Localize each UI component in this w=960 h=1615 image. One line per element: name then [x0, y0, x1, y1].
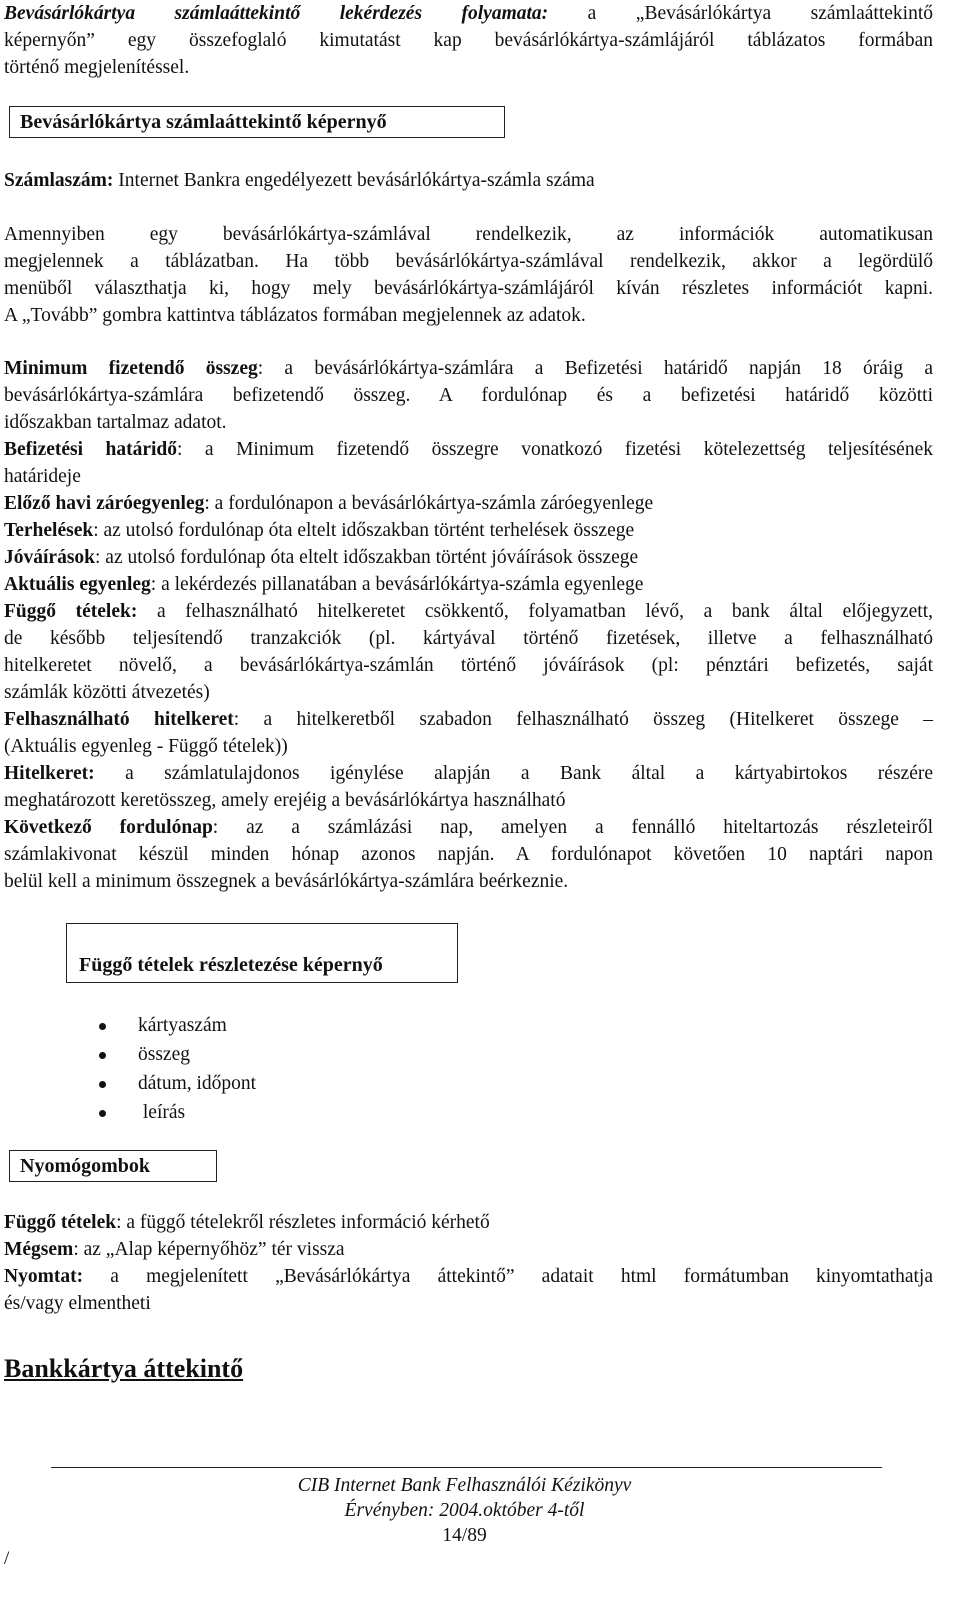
def-jovairasok: Jóváírások: az utolsó fordulónap óta eltelt időszakban történt jóváírások összege	[4, 547, 639, 568]
footer-manual: CIB Internet Bank Felhasználói Kézikönyv	[297, 1475, 632, 1496]
screen1-paragraph: Amennyiben egy bevásárlókártya-számlával rendelkezik, az információk automatikusan megjelennek a táblázatban. Ha több bevásárlókártya-számlával rendelkezik, akkor a legördülő menüből választhatja ki, hogy mely bevásárlókártya-számlájáról kíván részletes információt kapni. A „Tovább” gombra kattintva táblázatos formában megjelennek az adatok.	[4, 224, 933, 326]
page-number: 14/89	[442, 1525, 487, 1546]
list-item: összeg	[4, 1040, 256, 1069]
definitions: Minimum fizetendő összeg: a bevásárlókártya-számlára a Befizetési határidő napján 18 óráig a bevásárlókártya-számlára befizetendő összeg. A fordulónap és a befizetési határidő közötti időszakban tartalmaz adatot. Befizetési határidő: a Minimum fizetendő összegre vonatkozó fizetési kötelezettség teljesítésének határideje Előző havi záróegyenleg: a fordulónapon a bevásárlókártya-számla záróegyenlege Terhelések: az utolsó fordulónap óta eltelt időszakban történt terhelések összege Jóváírások: az utolsó fordulónap óta eltelt időszakban történt jóváírások összege Aktuális egyenleg: a lekérdezés pillanatában a bevásárlókártya-számla egyenlege Függő tételek: a felhasználható hitelkeretet csökkentő, folyamatban lévő, a bank által előjegyzett, de később teljesítendő tranzakciók (pl. kártyával történő fizetések, illetve a felhasználható hitelkeretet növelő, a bevásárlókártya-számlán történő jóváírások (pl: pénztári befizetés, saját számlák közötti átvezetés) Felhasználható hitelkeret: a hitelkeretből szabadon felhasználható összeg (Hitelkeret összege – (Aktuális egyenleg - Függő tételek)) Hitelkeret: a számlatulajdonos igénylése alapján a Bank által a kártyabirtokos részére meghatározott keretösszeg, amely erejéig a bevásárlókártya használható Következő fordulónap: az a számlázási nap, amelyen a fennálló hiteltartozás részleteiről számlakivonat készül minden hónap azonos napján. A fordulónapot követően 10 naptári napon belül kell a minimum összegnek a bevásárlókártya-számlára beérkeznie.	[4, 355, 933, 895]
buttons-heading: Nyomógombok	[9, 1150, 217, 1182]
def-fuggo: Függő tételek: a felhasználható hitelkeretet csökkentő, folyamatban lévő, a bank által előjegyzett,	[4, 601, 934, 622]
def-hitelkeret: Hitelkeret: a számlatulajdonos igénylése alapján a Bank által a kártyabirtokos részére	[4, 763, 933, 784]
list-item: dátum, időpont	[4, 1069, 256, 1098]
bullet-icon	[99, 1052, 106, 1059]
screen2-heading: Függő tételek részletezése képernyő	[79, 954, 383, 976]
buttons-definitions: Függő tételek: a függő tételekről részletes információ kérhető Mégsem: az „Alap képernyőhöz” tér vissza Nyomtat: a megjelenített „Bevásárlókártya áttekintő” adatait html formátumban kinyomtathatja és/vagy elmentheti	[4, 1209, 933, 1317]
def-elozo: Előző havi záróegyenleg: a fordulónapon a bevásárlókártya-számla záróegyenlege	[4, 493, 654, 514]
bullet-icon	[99, 1110, 106, 1117]
buttons-heading-wrap	[9, 1150, 217, 1182]
def-felhasznalhato: Felhasználható hitelkeret: a hitelkeretből szabadon felhasználható összeg (Hitelkeret összege –	[4, 709, 933, 730]
screen2-bullet-list	[4, 1011, 256, 1127]
footer-slash: /	[4, 1548, 10, 1569]
def-minimum: Minimum fizetendő összeg: a bevásárlókártya-számlára a Befizetési határidő napján 18 óráig a	[4, 358, 934, 379]
btn-def-fuggo: Függő tételek: a függő tételekről részletes információ kérhető	[4, 1212, 490, 1233]
def-terhelesek: Terhelések: az utolsó fordulónap óta eltelt időszakban történt terhelések összege	[4, 520, 635, 541]
screen1-heading-wrap	[9, 106, 505, 138]
def-hatarido: Befizetési határidő: a Minimum fizetendő összegre vonatkozó fizetési kötelezettség teljesítésének	[4, 439, 933, 460]
intro-line-2: képernyőn” egy összefoglaló kimutatást kap bevásárlókártya-számlájáról táblázatos formában	[4, 30, 933, 51]
bullet-icon	[99, 1023, 106, 1030]
def-aktualis: Aktuális egyenleg: a lekérdezés pillanatában a bevásárlókártya-számla egyenlege	[4, 574, 644, 595]
btn-def-nyomtat: Nyomtat: a megjelenített „Bevásárlókártya áttekintő” adatait html formátumban kinyomtathatja	[4, 1266, 933, 1287]
section-heading: Bankkártya áttekintő	[4, 1354, 244, 1383]
intro-title: Bevásárlókártya számlaáttekintő lekérdezés folyamata:	[4, 3, 549, 24]
footer-valid: Érvényben: 2004.október 4-től	[344, 1500, 585, 1521]
list-item: kártyaszám	[4, 1011, 256, 1040]
szamlaszam-line: Számlaszám: Internet Bankra engedélyezett bevásárlókártya-számla száma	[4, 170, 595, 191]
bullet-icon	[99, 1081, 106, 1088]
btn-def-megsem: Mégsem: az „Alap képernyőhöz” tér vissza	[4, 1239, 345, 1260]
footer-divider	[51, 1467, 882, 1468]
def-kovetkezo: Következő fordulónap: az a számlázási nap, amelyen a fennálló hiteltartozás részleteiről	[4, 817, 934, 838]
screen1-heading: Bevásárlókártya számlaáttekintő képernyő	[9, 106, 505, 138]
intro-line-3: történő megjelenítéssel.	[4, 57, 190, 78]
intro-line-1: Bevásárlókártya számlaáttekintő lekérdezés folyamata: a „Bevásárlókártya számlaáttekintő	[4, 3, 933, 24]
list-item: leírás	[4, 1098, 256, 1127]
intro-paragraph	[4, 0, 933, 81]
screen2-heading-box	[66, 923, 458, 983]
szamlaszam-label: Számlaszám:	[4, 170, 114, 191]
